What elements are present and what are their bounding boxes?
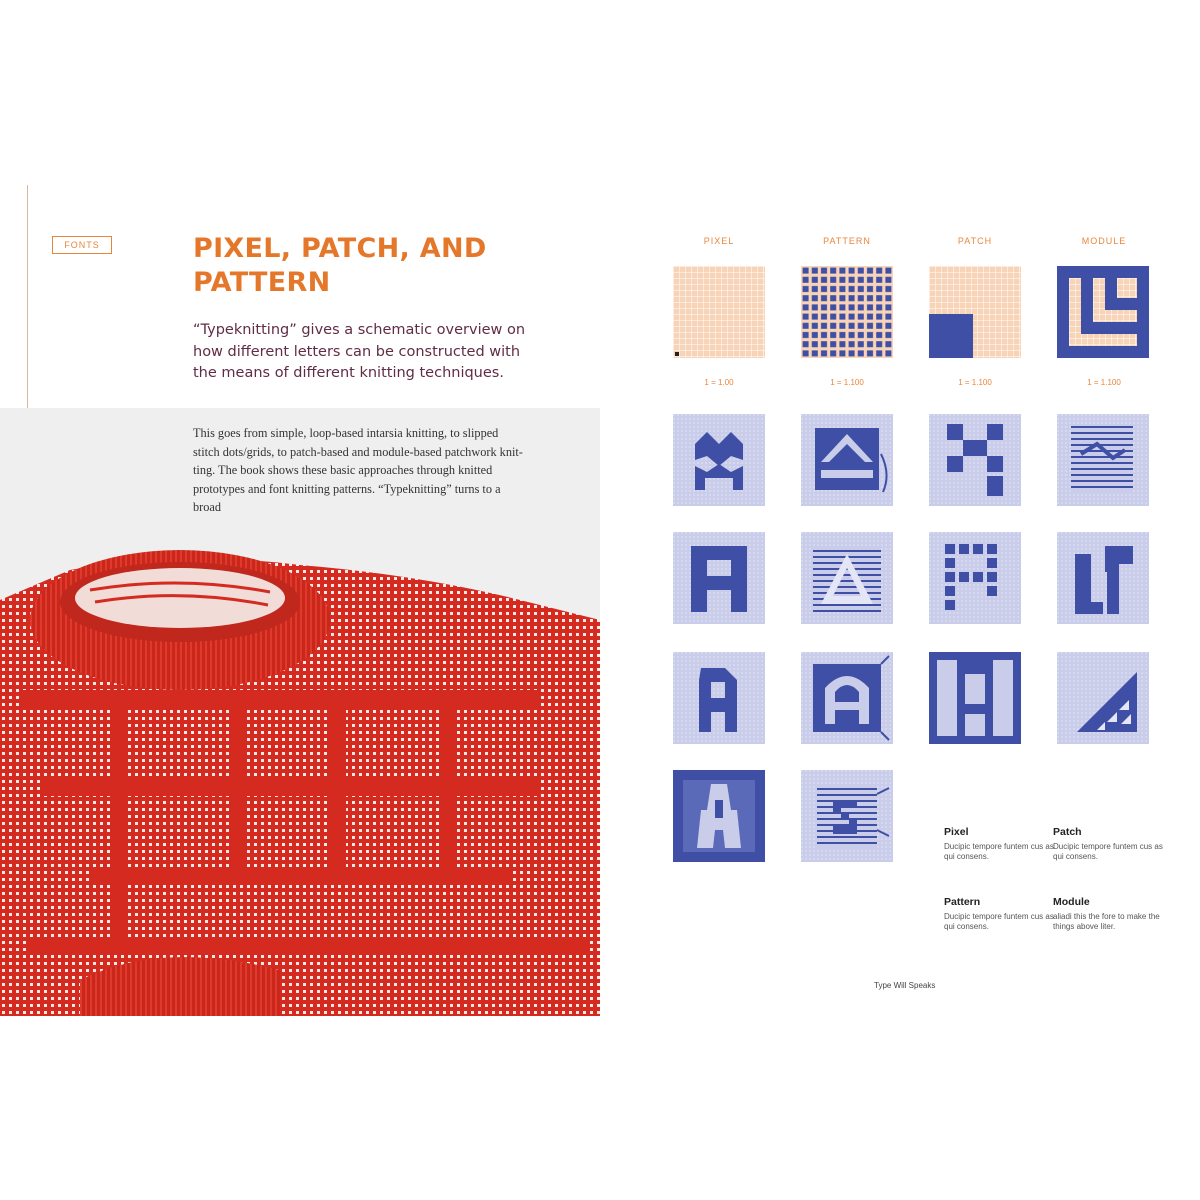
swatch-pixel-1 xyxy=(673,414,765,506)
legend-patch xyxy=(1053,826,1163,862)
swatch-patch-2 xyxy=(929,532,1021,624)
swatch-pattern-1 xyxy=(801,414,893,506)
swatch-pixel-3 xyxy=(673,652,765,744)
body-paragraph: This goes from simple, loop-based intarsia knitting, to slipped stitch dots/grids, to patch-based and module-based patchwork knit-ting. The book shows these basic approaches through knitted prototypes and font knitting patterns. “Typeknitting” turns to a broad xyxy=(193,426,523,514)
column-label-patch: PATCH xyxy=(957,236,993,246)
legend-module xyxy=(1053,896,1163,932)
swatch-pattern-3 xyxy=(801,652,893,744)
swatch-patch-1 xyxy=(929,414,1021,506)
page-footer: Type Will Speaks xyxy=(874,981,936,990)
swatch-pixel-2 xyxy=(673,532,765,624)
section-tag: FONTS xyxy=(52,236,112,254)
swatch-patch-3 xyxy=(929,652,1021,744)
legend-title: Pattern xyxy=(944,896,981,908)
legend-description: Ducipic tempore funtem cus as qui consens. xyxy=(1053,842,1163,861)
patch-diagram xyxy=(929,266,1021,358)
page-title: PIXEL, PATCH, AND PATTERN xyxy=(193,233,487,298)
swatch-pixel-4 xyxy=(673,770,765,862)
legend-pixel xyxy=(944,826,1054,862)
column-label-pattern: PATTERN xyxy=(823,236,871,246)
dot-pattern-diagram xyxy=(801,266,893,358)
gauge-module: 1 = 1.100 xyxy=(1087,378,1121,387)
gauge-pixel: 1 = 1.00 xyxy=(704,378,734,387)
gauge-pattern: 1 = 1.100 xyxy=(830,378,864,387)
legend-pattern xyxy=(944,896,1054,932)
module-diagram xyxy=(1057,266,1149,358)
column-label-pixel: PIXEL xyxy=(703,236,735,246)
swatch-module-1 xyxy=(1057,414,1149,506)
legend-title: Pixel xyxy=(944,826,969,838)
column-label-module: MODULE xyxy=(1081,236,1127,246)
gauge-patch: 1 = 1.100 xyxy=(958,378,992,387)
intro-paragraph: “Typeknitting” gives a schematic overview on how different letters can be constructed with the means of different knitting techniques. xyxy=(193,322,526,381)
legend-title: Module xyxy=(1053,896,1090,908)
pixel-grid-diagram xyxy=(673,266,765,358)
legend-description: Ducipic tempore funtem cus as qui consens. xyxy=(944,842,1054,861)
legend-title: Patch xyxy=(1053,826,1082,838)
sweater-photo xyxy=(0,540,600,1016)
legend-description: aliadi this the fore to make the things above liter. xyxy=(1053,912,1160,931)
legend-description: Ducipic tempore funtem cus as qui consens. xyxy=(944,912,1054,931)
page-edge-line xyxy=(27,185,28,410)
swatch-pattern-2 xyxy=(801,532,893,624)
swatch-pattern-4 xyxy=(801,770,893,862)
swatch-module-2 xyxy=(1057,532,1149,624)
swatch-module-3 xyxy=(1057,652,1149,744)
